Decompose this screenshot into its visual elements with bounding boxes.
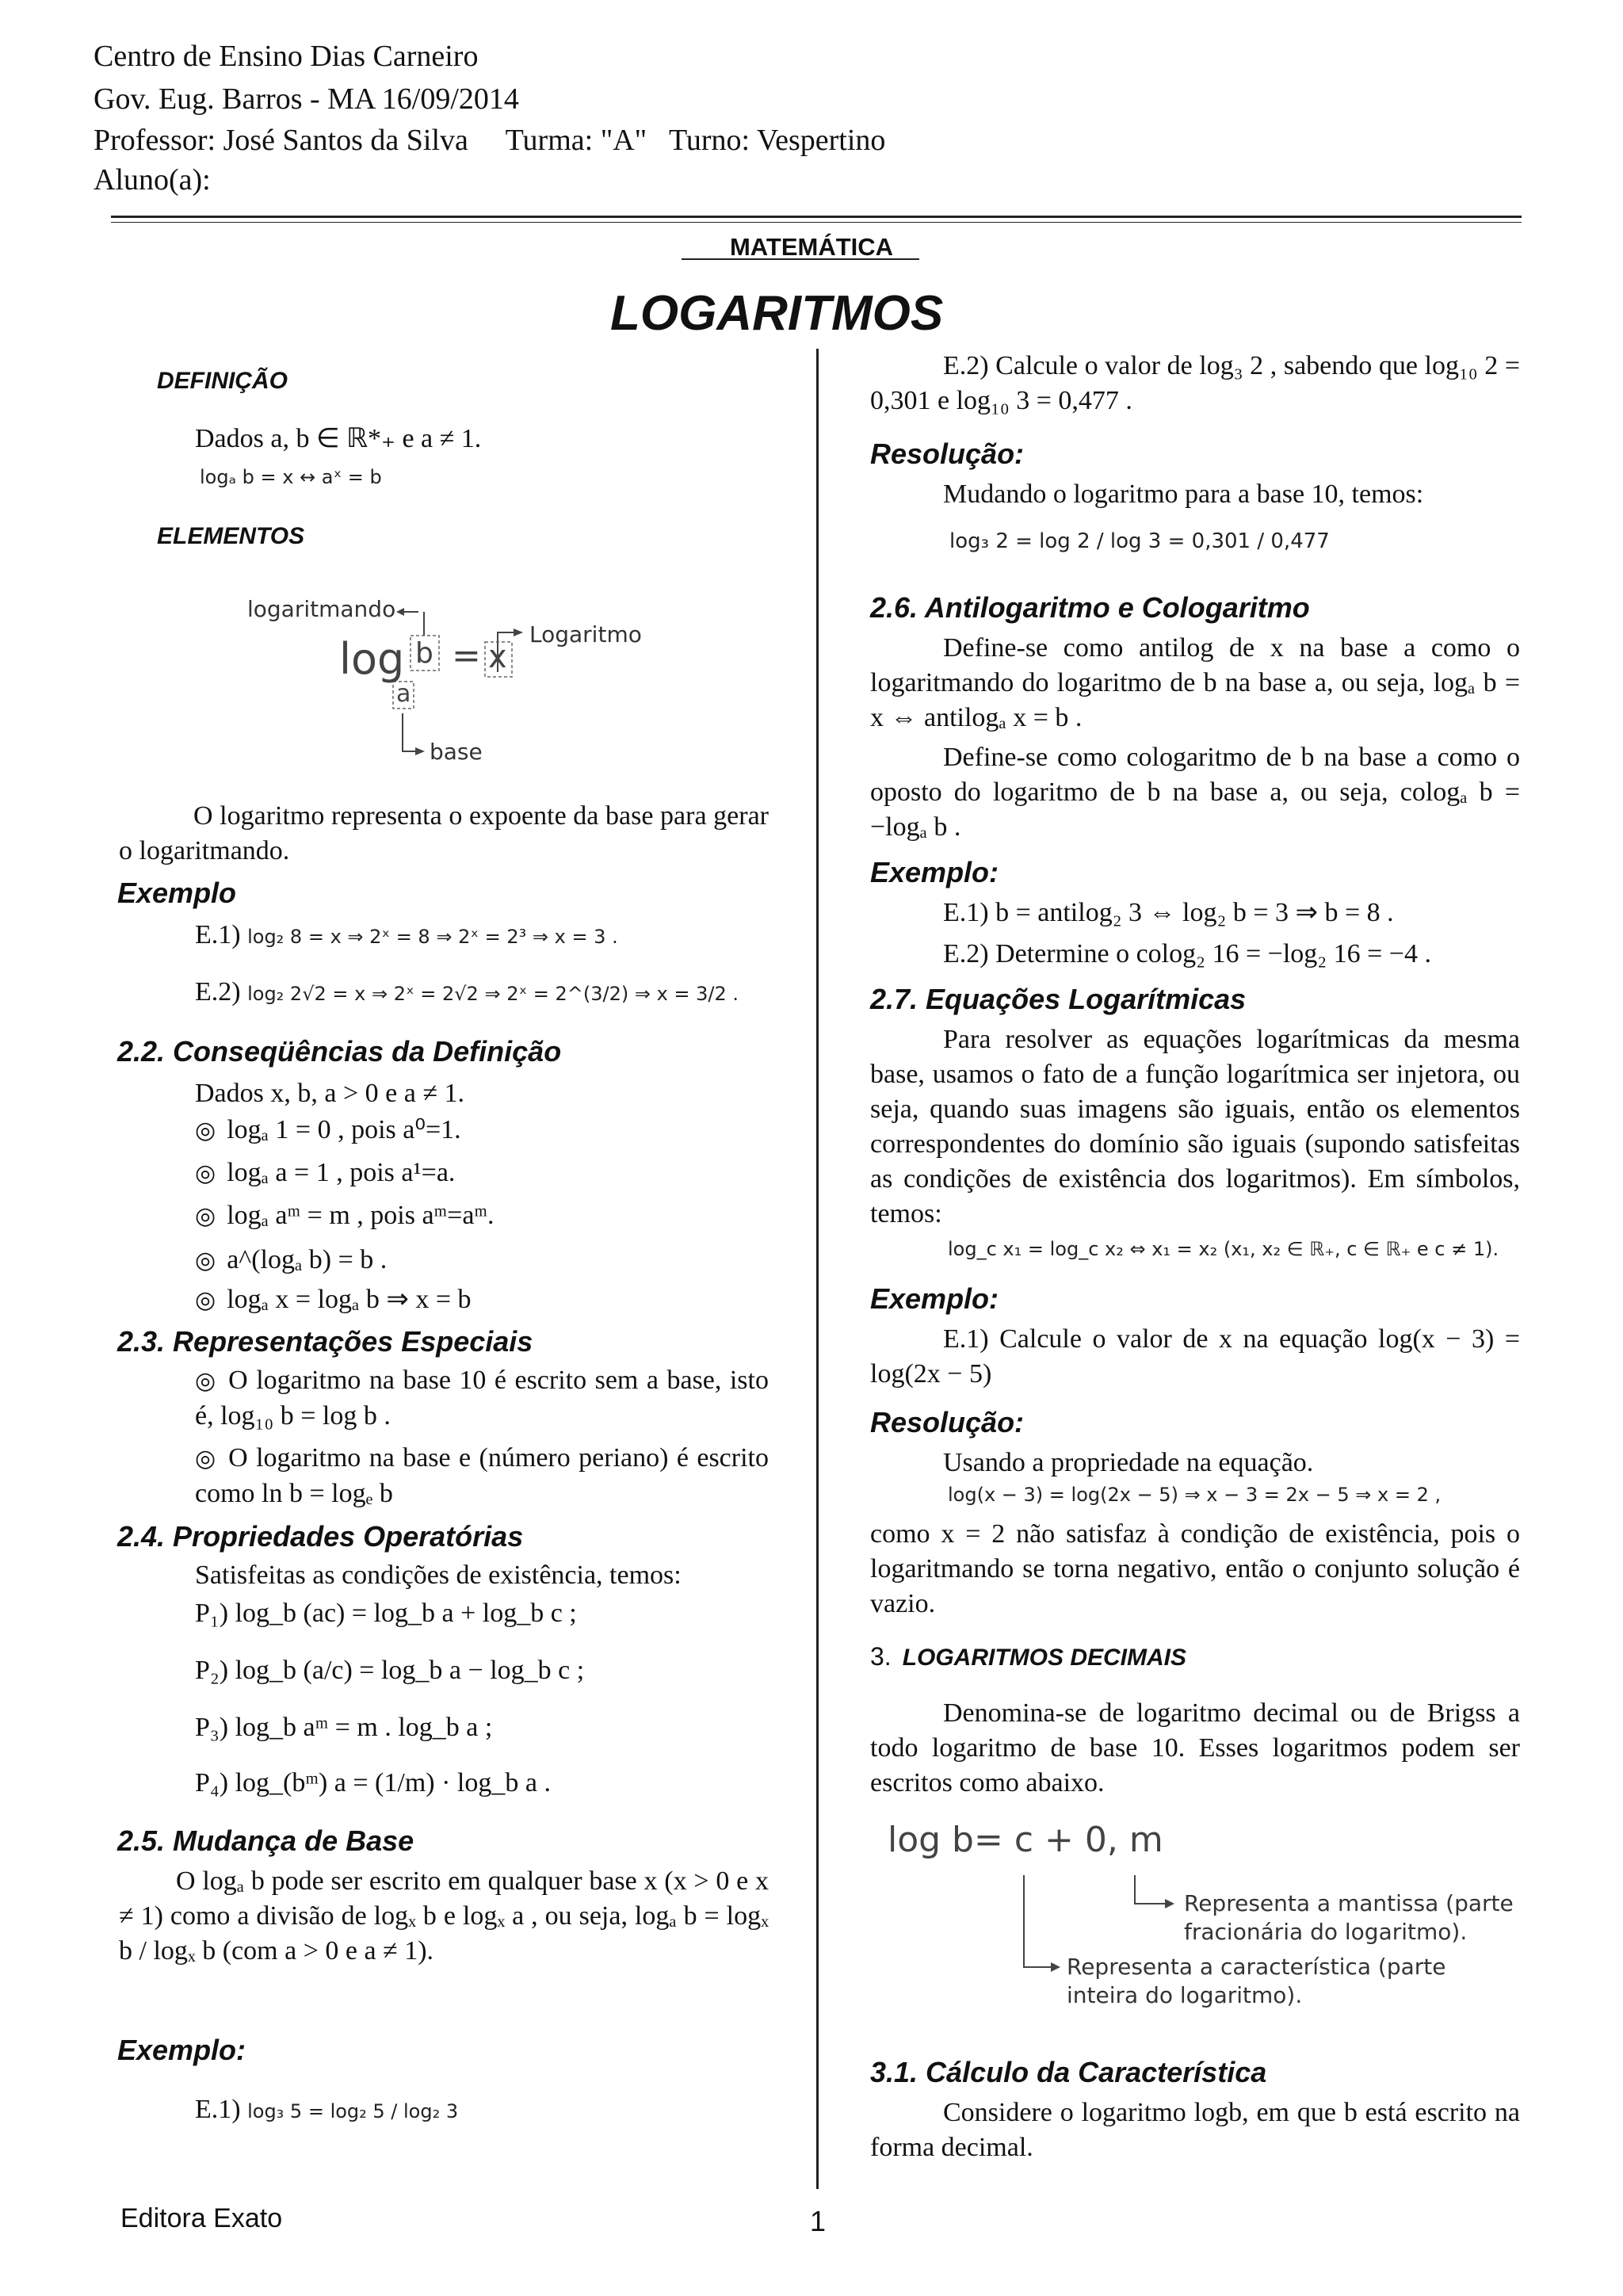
- r-s26-heading: 2.6. Antilogaritmo e Cologaritmo: [870, 591, 1310, 624]
- r-resolucao2-formula: log(x − 3) = log(2x − 5) ⇒ x − 3 = 2x − 5 ⇒ x = 2 ,: [948, 1484, 1442, 1506]
- intro-text: O logaritmo representa o expoente da base para gerar o logaritmando.: [119, 801, 769, 865]
- s23-item-text: O logaritmo na base e (número periano) é escrito como ln b = logₑ b: [195, 1443, 769, 1508]
- s22-item-text: logₐ a = 1 , pois a¹=a.: [227, 1158, 456, 1187]
- label-logaritmo: Logaritmo: [529, 621, 642, 648]
- diagram-log: log: [339, 634, 405, 684]
- subject-label: MATEMÁTICA: [729, 233, 894, 261]
- s22-heading: 2.2. Conseqüências da Definição: [117, 1035, 562, 1068]
- ex3-formula: log₃ 5 = log₂ 5 / log₂ 3: [247, 2100, 459, 2122]
- r-ex3-text: E.1) Calcule o valor de x na equação log(x − 3) = log(2x − 5): [870, 1324, 1520, 1389]
- r-exemplo-heading: Exemplo:: [870, 856, 999, 888]
- r-resolucao-text: Mudando o logaritmo para a base 10, temos:: [943, 479, 1424, 509]
- ex1-label: E.1): [195, 920, 241, 949]
- log-elements-diagram: [238, 586, 682, 777]
- ex2-label: E.2): [195, 977, 241, 1007]
- s22-item-3: [195, 1198, 495, 1234]
- diagram-a: a: [396, 680, 411, 708]
- diagram-b: b: [415, 637, 433, 670]
- r-s3-heading-row: [870, 1642, 1186, 1671]
- s22-intro: Dados x, b, a > 0 e a ≠ 1.: [195, 1079, 464, 1108]
- s22-item-text: logₐ aᵐ = m , pois aᵐ=aᵐ.: [227, 1201, 495, 1230]
- bullet-icon: ◎: [195, 1445, 218, 1473]
- location-date: Gov. Eug. Barros - MA 16/09/2014: [94, 82, 519, 116]
- ex1: [195, 918, 618, 954]
- bullet-icon: ◎: [195, 1117, 216, 1144]
- r-s31-heading: 3.1. Cálculo da Característica: [870, 2056, 1267, 2088]
- diagram-x: x: [488, 639, 507, 675]
- column-divider: [816, 349, 819, 2189]
- s25-text: O logₐ b pode ser escrito em qualquer base x (x > 0 e x ≠ 1) como a divisão de logₓ b e logₓ a , ou seja, logₐ b = logₓ b / logₓ b (com a > 0 e a ≠ 1).: [119, 1866, 769, 1966]
- elementos-heading: ELEMENTOS: [157, 523, 305, 549]
- header-rule-thin: [111, 222, 1522, 223]
- school-name: Centro de Ensino Dias Carneiro: [94, 40, 479, 73]
- r-s27-heading: 2.7. Equações Logarítmicas: [870, 983, 1247, 1015]
- bullet-icon: ◎: [195, 1286, 216, 1314]
- s23-heading: 2.3. Representações Especiais: [117, 1325, 533, 1358]
- r-s27-text: Para resolver as equações logarítmicas da mesma base, usamos o fato de a função logarítmica ser injetora, ou seja, quando suas imagens são iguais, então os elementos correspondentes do domínio são iguais (supondo satisfeitas as condições de existência dos logaritmos). Em símbolos, temos:: [870, 1025, 1520, 1228]
- s25-heading: 2.5. Mudança de Base: [117, 1824, 414, 1857]
- bullet-icon: ◎: [195, 1247, 216, 1274]
- teacher-line: Professor: José Santos da Silva Turma: "A" Turno: Vespertino: [94, 124, 886, 157]
- r-e2-text: E.2) Calcule o valor de log₃ 2 , sabendo que log₁₀ 2 = 0,301 e log₁₀ 3 = 0,477 .: [870, 351, 1520, 415]
- ex2: [195, 975, 739, 1011]
- s22-item-text: logₐ x = logₐ b ⇒ x = b: [227, 1285, 472, 1314]
- s23-item-2: [195, 1441, 769, 1511]
- r-exemplo2-heading: Exemplo:: [870, 1282, 999, 1315]
- s22-item-1: [195, 1113, 461, 1148]
- ex1-formula: log₂ 8 = x ⇒ 2ˣ = 8 ⇒ 2ˣ = 2³ ⇒ x = 3 .: [247, 926, 618, 948]
- page-number: 1: [810, 2205, 827, 2237]
- r-resolucao2-heading: Resolução:: [870, 1406, 1025, 1438]
- decimal-log-diagram: [888, 1820, 1522, 2026]
- definicao-text: Dados a, b ∈ ℝ*₊ e a ≠ 1.: [195, 424, 482, 453]
- r-s3-text: Denomina-se de logaritmo decimal ou de Brigss a todo logaritmo de base 10. Esses logaritmos podem ser escritos como abaixo.: [870, 1698, 1520, 1797]
- r-s26-text2: Define-se como cologaritmo de b na base a como o oposto do logaritmo de b na base a, ou seja, cologₐ b = −logₐ b .: [870, 743, 1520, 842]
- s24-p1: P₁) log_b (ac) = log_b a + log_b c ;: [195, 1599, 577, 1628]
- student-label: Aluno(a):: [94, 163, 211, 197]
- footer-publisher: Editora Exato: [120, 2203, 283, 2233]
- exemplo-heading: Exemplo: [117, 877, 237, 909]
- definicao-heading: DEFINIÇÃO: [157, 368, 288, 394]
- definicao-formula: logₐ b = x ↔ aˣ = b: [200, 466, 382, 488]
- s24-p3: P₃) log_b aᵐ = m . log_b a ;: [195, 1713, 493, 1742]
- mantissa-note: Representa a mantissa (parte fracionária do logaritmo).: [1184, 1890, 1514, 1945]
- subject-underline: [682, 258, 919, 260]
- r-s3-heading: LOGARITMOS DECIMAIS: [902, 1645, 1187, 1671]
- r-s3-number: 3.: [870, 1642, 892, 1671]
- r-ex1: E.1) b = antilog₂ 3 ⇔ log₂ b = 3 ⇒ b = 8 .: [943, 898, 1394, 927]
- s24-intro: Satisfeitas as condições de existência, temos:: [195, 1561, 682, 1590]
- r-resolucao2-text: Usando a propriedade na equação.: [943, 1448, 1314, 1477]
- exemplo2-heading: Exemplo:: [117, 2034, 246, 2066]
- diagram-equals: =: [452, 636, 481, 676]
- r-s27-formula: log_c x₁ = log_c x₂ ⇔ x₁ = x₂ (x₁, x₂ ∈ ℝ₊, c ∈ ℝ₊ e c ≠ 1).: [948, 1238, 1499, 1260]
- s24-heading: 2.4. Propriedades Operatórias: [117, 1520, 524, 1553]
- s22-item-2: [195, 1156, 455, 1191]
- label-logaritmando: logaritmando: [247, 596, 396, 622]
- bullet-icon: ◎: [195, 1367, 218, 1395]
- s22-item-5: [195, 1282, 472, 1318]
- s24-p4: P₄) log_(bᵐ) a = (1/m) · log_b a .: [195, 1768, 551, 1797]
- ex3-label: E.1): [195, 2095, 241, 2124]
- s22-item-text: logₐ 1 = 0 , pois a⁰=1.: [227, 1115, 461, 1144]
- bullet-icon: ◎: [195, 1159, 216, 1187]
- bullet-icon: ◎: [195, 1202, 216, 1230]
- label-base: base: [430, 739, 483, 765]
- r-s26-text1: Define-se como antilog de x na base a como o logaritmando do logaritmo de b na base a, ou seja, logₐ b = x ⇔ antilogₐ x = b .: [870, 633, 1520, 732]
- s22-item-text: a^(logₐ b) = b .: [227, 1245, 388, 1274]
- ex2-formula: log₂ 2√2 = x ⇒ 2ˣ = 2√2 ⇒ 2ˣ = 2^(3/2) ⇒ x = 3/2 .: [247, 983, 739, 1005]
- r-ex2: E.2) Determine o colog₂ 16 = −log₂ 16 = −4 .: [943, 939, 1431, 968]
- s24-p2: P₂) log_b (a/c) = log_b a − log_b c ;: [195, 1656, 585, 1685]
- r-resolucao2-conclusion: como x = 2 não satisfaz à condição de existência, pois o logaritmando se torna negativo, então o conjunto solução é vazio.: [870, 1519, 1520, 1618]
- r-s31-text: Considere o logaritmo logb, em que b está escrito na forma decimal.: [870, 2098, 1520, 2162]
- s22-item-4: [195, 1243, 387, 1278]
- s23-item-1: [195, 1363, 769, 1434]
- r-resolucao-heading: Resolução:: [870, 437, 1025, 470]
- page-title: LOGARITMOS: [610, 286, 944, 341]
- decimal-log-formula: log b= c + 0, m: [888, 1820, 1163, 1860]
- r-resolucao-formula: log₃ 2 = log 2 / log 3 = 0,301 / 0,477: [949, 529, 1330, 553]
- s23-item-text: O logaritmo na base 10 é escrito sem a base, isto é, log₁₀ b = log b .: [195, 1366, 769, 1431]
- ex3: [195, 2092, 458, 2129]
- caracteristica-note: Representa a característica (parte inteira do logaritmo).: [1067, 1954, 1446, 2008]
- header-rule: [111, 216, 1522, 218]
